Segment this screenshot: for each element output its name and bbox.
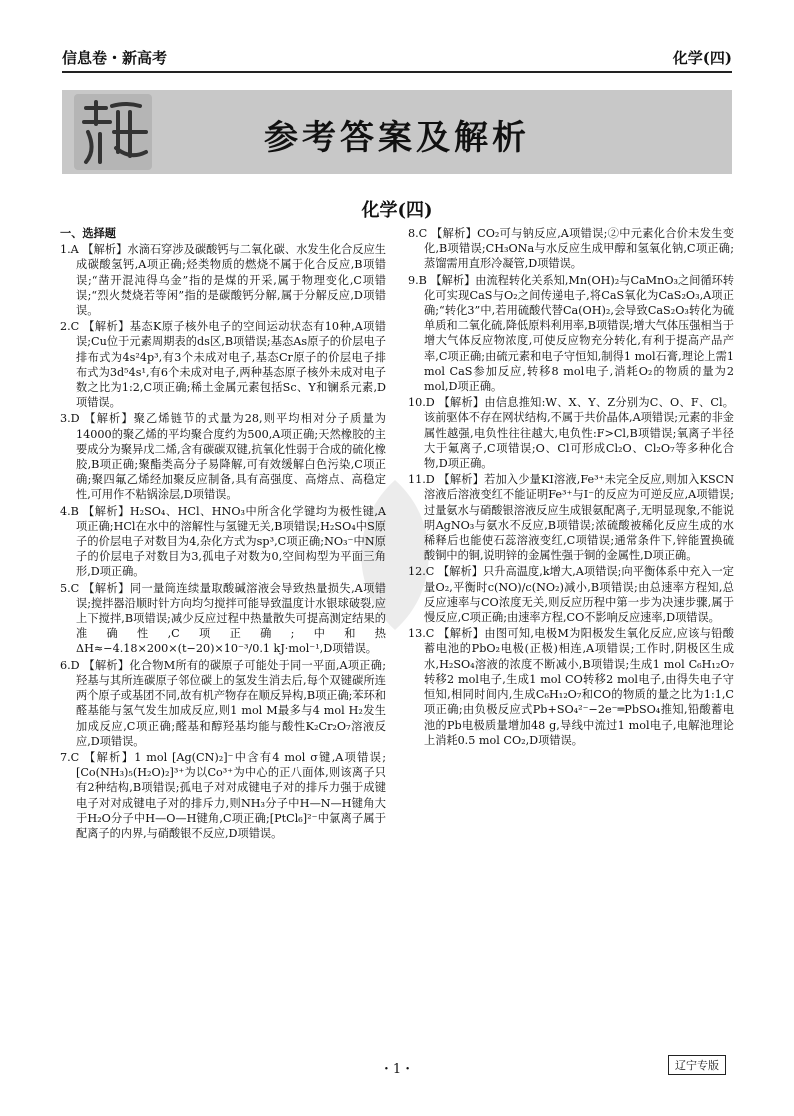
header-series: 信息卷・新高考	[62, 49, 168, 67]
running-header	[62, 44, 732, 72]
edition-badge: 辽宁专版	[668, 1055, 726, 1075]
answer-item: 10.D 【解析】由信息推知:W、X、Y、Z分别为C、O、F、Cl。该前驱体不存在网状结构,不属于共价晶体,A项错误;元素的非金属性越强,电负性往往越大,电负性:F>Cl,B项错误;氧离子半径大于氟离子,C项错误;O、Cl可形成Cl₂O、Cl₂O₇等多种化合物,D项正确。	[408, 396, 734, 471]
section-heading: 一、选择题	[60, 226, 116, 240]
page-number: ・1・	[379, 1062, 415, 1077]
answer-item: 13.C 【解析】由图可知,电极M为阳极发生氧化反应,应该与铅酸蓄电池的PbO₂电极(正极)相连,A项错误;工作时,阴极区生成水,H₂SO₄溶液的浓度不断减小,B项错误;生成1 mol C₆H₁₂O₇转移2 mol电子,生成1 mol CO转移2 mol电子,由得失电子守恒知,相同时间内,生成C₆H₁₂O₇和CO的物质的量之比为1:1,C项正确;由负极反应式Pb+SO₄²⁻−2e⁻═PbSO₄推知,铅酸蓄电池的Pb电极质量增加48 g,导线中流过1 mol电子,电解池理论上消耗0.5 mol CO₂,D项错误。	[408, 627, 734, 747]
answer-item: 11.D 【解析】若加入少量KI溶液,Fe³⁺未完全反应,则加入KSCN溶液后溶液变红不能证明Fe³⁺与I⁻的反应为可逆反应,A项错误;过量氨水与硝酸银溶液反应生成银氨配离子,无明显现象,不能说明AgNO₃与氨水不反应,B项错误;浓硫酸被稀化反应生成的水稀释后也能使石蕊溶液变红,C项错误;通常条件下,锌能置换硫酸铜中的铜,说明锌的金属性强于铜的金属性,D项正确。	[408, 473, 734, 563]
answer-item: 6.D 【解析】化合物M所有的碳原子可能处于同一平面,A项正确;羟基与其所连碳原子邻位碳上的氢发生消去后,每个双键碳所连两个原子或基团不同,故有机产物存在顺反异构,B项正确;苯环和醛基能与氢气发生加成反应,则1 mol M最多与4 mol H₂发生加成反应,C项正确;醛基和醇羟基均能与酸性K₂Cr₂O₇溶液反应,D项错误。	[60, 658, 386, 748]
answer-column-left	[60, 226, 386, 842]
answer-item: 5.C 【解析】同一量筒连续量取酸碱溶液会导致热量损失,A项错误;搅拌器沿顺时针方向均匀搅拌可能导致温度计水银球破裂,应上下搅拌,B项错误;减少反应过程中热量散失可提高测定结果的准确性,C项正确;中和热ΔH≈−4.18×200×(t−20)×10⁻³/0.1 kJ·mol⁻¹,D项错误。	[60, 581, 386, 656]
answer-item: 12.C 【解析】只升高温度,k增大,A项错误;向平衡体系中充入一定量O₂,平衡时c(NO)/c(NO₂)减小,B项错误;由总速率方程知,总反应速率与CO浓度无关,则反应历程中第一步为决速步骤,属于慢反应,C项正确;由速率方程,CO不影响反应速率,D项错误。	[408, 565, 734, 625]
header-subject: 化学(四)	[672, 49, 732, 67]
subject-subtitle: 化学(四)	[361, 200, 433, 221]
answer-item: 3.D 【解析】聚乙烯链节的式量为28,则平均相对分子质量为14000的聚乙烯的平均聚合度约为500,A项正确;天然橡胶的主要成分为聚异戊二烯,含有碳碳双键,抗氧化性弱于合成的硫化橡胶,B项正确;聚酯类高分子易降解,可有效缓解白色污染,C项正确;聚四氟乙烯经加聚反应制备,具有高强度、高熔点、高稳定性,可用作不粘锅涂层,D项错误。	[60, 412, 386, 502]
answer-item: 1.A 【解析】水滴石穿涉及碳酸钙与二氧化碳、水发生化合反应生成碳酸氢钙,A项正确;烃类物质的燃烧不属于化合反应,B项错误;“凿开混沌得乌金”指的是煤的开采,属于物理变化,C项错误;“烈火焚烧若等闲”指的是碳酸钙分解,属于分解反应,D项错误。	[60, 243, 386, 318]
answer-column-right	[408, 226, 734, 749]
answer-item: 9.B 【解析】由流程转化关系知,Mn(OH)₂与CaMnO₃之间循环转化可实现CaS与O₂之间传递电子,将CaS氧化为CaS₂O₃,A项正确;“转化3”中,若用硫酸代替Ca(OH)₂,会导致CaS₂O₃转化为硫单质和二氧化硫,降低原料利用率,B项错误;增大气体压强相当于增大气体反应物浓度,可使反应物充分转化,有利于提高产品产率,C项正确;由硫元素和电子守恒知,制得1 mol石膏,理论上需1 mol CaS参加反应,转移8 mol电子,消耗O₂的物质的量为2 mol,D项正确。	[408, 273, 734, 394]
header-rule	[62, 71, 732, 73]
title-banner	[62, 90, 732, 174]
answer-title: 参考答案及解析	[264, 118, 530, 158]
answer-item: 8.C 【解析】CO₂可与钠反应,A项错误;②中元素化合价未发生变化,B项错误;CH₃ONa与水反应生成甲醇和氢氧化钠,C项正确;蒸馏需用直形冷凝管,D项错误。	[408, 227, 734, 271]
answer-item: 7.C 【解析】1 mol [Ag(CN)₂]⁻中含有4 mol σ键,A项错误;[Co(NH₃)₅(H₂O)₂]³⁺为以Co³⁺为中心的正八面体,则该离子只有2种结构,B项错误;孤电子对对成键电子对的排斥力强于成键电子对对成键电子对的排斥力,则NH₃分子中H—N—H键角大于H₂O分子中H—O—H键角,C项正确;[PtCl₆]²⁻中氯离子属于配离子的内界,与硝酸银不反应,D项错误。	[60, 750, 386, 840]
answer-item: 4.B 【解析】H₂SO₄、HCl、HNO₃中所含化学键均为极性键,A项正确;HCl在水中的溶解性与氢键无关,B项错误;H₂SO₄中S原子的价层电子对数目为4,杂化方式为sp³,C项正确;NO₃⁻中N原子的价层电子对数目为3,孤电子对数为0,空间构型为平面三角形,D项正确。	[60, 504, 386, 579]
answer-item: 2.C 【解析】基态K原子核外电子的空间运动状态有10种,A项错误;Cu位于元素周期表的ds区,B项错误;基态As原子的价层电子排布式为4s²4p³,有3个未成对电子,基态Cr原子的价层电子排布式为3d⁵4s¹,有6个未成对电子,两种基态原子核外未成对电子数之比为1:2,C项正确;稀土金属元素包括Sc、Y和镧系元素,D项错误。	[60, 320, 386, 410]
